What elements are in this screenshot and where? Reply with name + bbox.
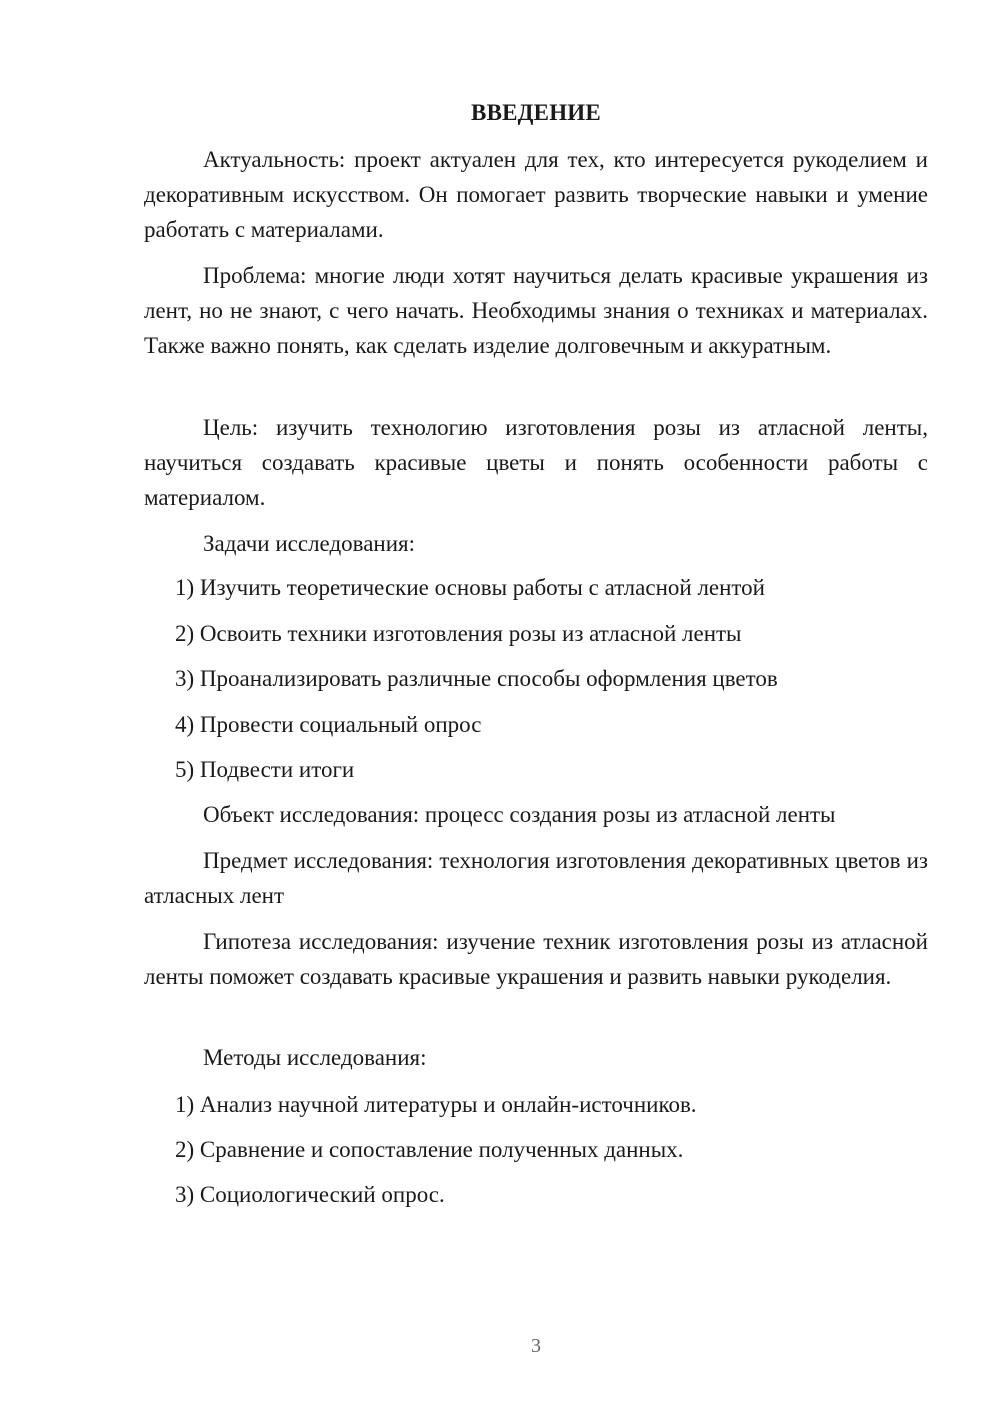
methods-heading: Методы исследования: <box>203 1045 427 1070</box>
object-paragraph: Объект исследования: процесс создания розы из атласной ленты <box>203 802 836 827</box>
goal-paragraph: Цель: изучить технологию изготовления розы из атласной ленты, научиться создавать красивые цветы и понять особенности работы с материалом. <box>144 415 928 511</box>
hypothesis-paragraph: Гипотеза исследования: изучение техник изготовления розы из атласной ленты поможет создавать красивые украшения и развить навыки рукоделия. <box>144 929 928 990</box>
tasks-heading: Задачи исследования: <box>203 531 416 556</box>
method-item-3: 3) Социологический опрос. <box>175 1182 445 1207</box>
task-item-2: 2) Освоить техники изготовления розы из атласной ленты <box>175 621 742 646</box>
task-item-3: 3) Проанализировать различные способы оформления цветов <box>175 666 778 691</box>
task-item-4: 4) Провести социальный опрос <box>175 712 482 737</box>
method-item-1: 1) Анализ научной литературы и онлайн-источников. <box>175 1092 697 1117</box>
page-title: ВВЕДЕНИЕ <box>471 100 601 125</box>
method-item-2: 2) Сравнение и сопоставление полученных данных. <box>175 1137 684 1162</box>
subject-paragraph: Предмет исследования: технология изготовления декоративных цветов из атласных лент <box>144 848 928 909</box>
task-item-1: 1) Изучить теоретические основы работы с атласной лентой <box>175 575 765 600</box>
task-item-5: 5) Подвести итоги <box>175 757 355 782</box>
page-number: 3 <box>531 1335 541 1357</box>
problem-paragraph: Проблема: многие люди хотят научиться делать красивые украшения из лент, но не знают, с чего начать. Необходимы знания о техниках и материалах. Также важно понять, как сделать изделие долговечным и аккуратным. <box>144 263 928 359</box>
relevance-paragraph: Актуальность: проект актуален для тех, кто интересуется рукоделием и декоративным искусством. Он помогает развить творческие навыки и умение работать с материалами. <box>144 147 928 243</box>
